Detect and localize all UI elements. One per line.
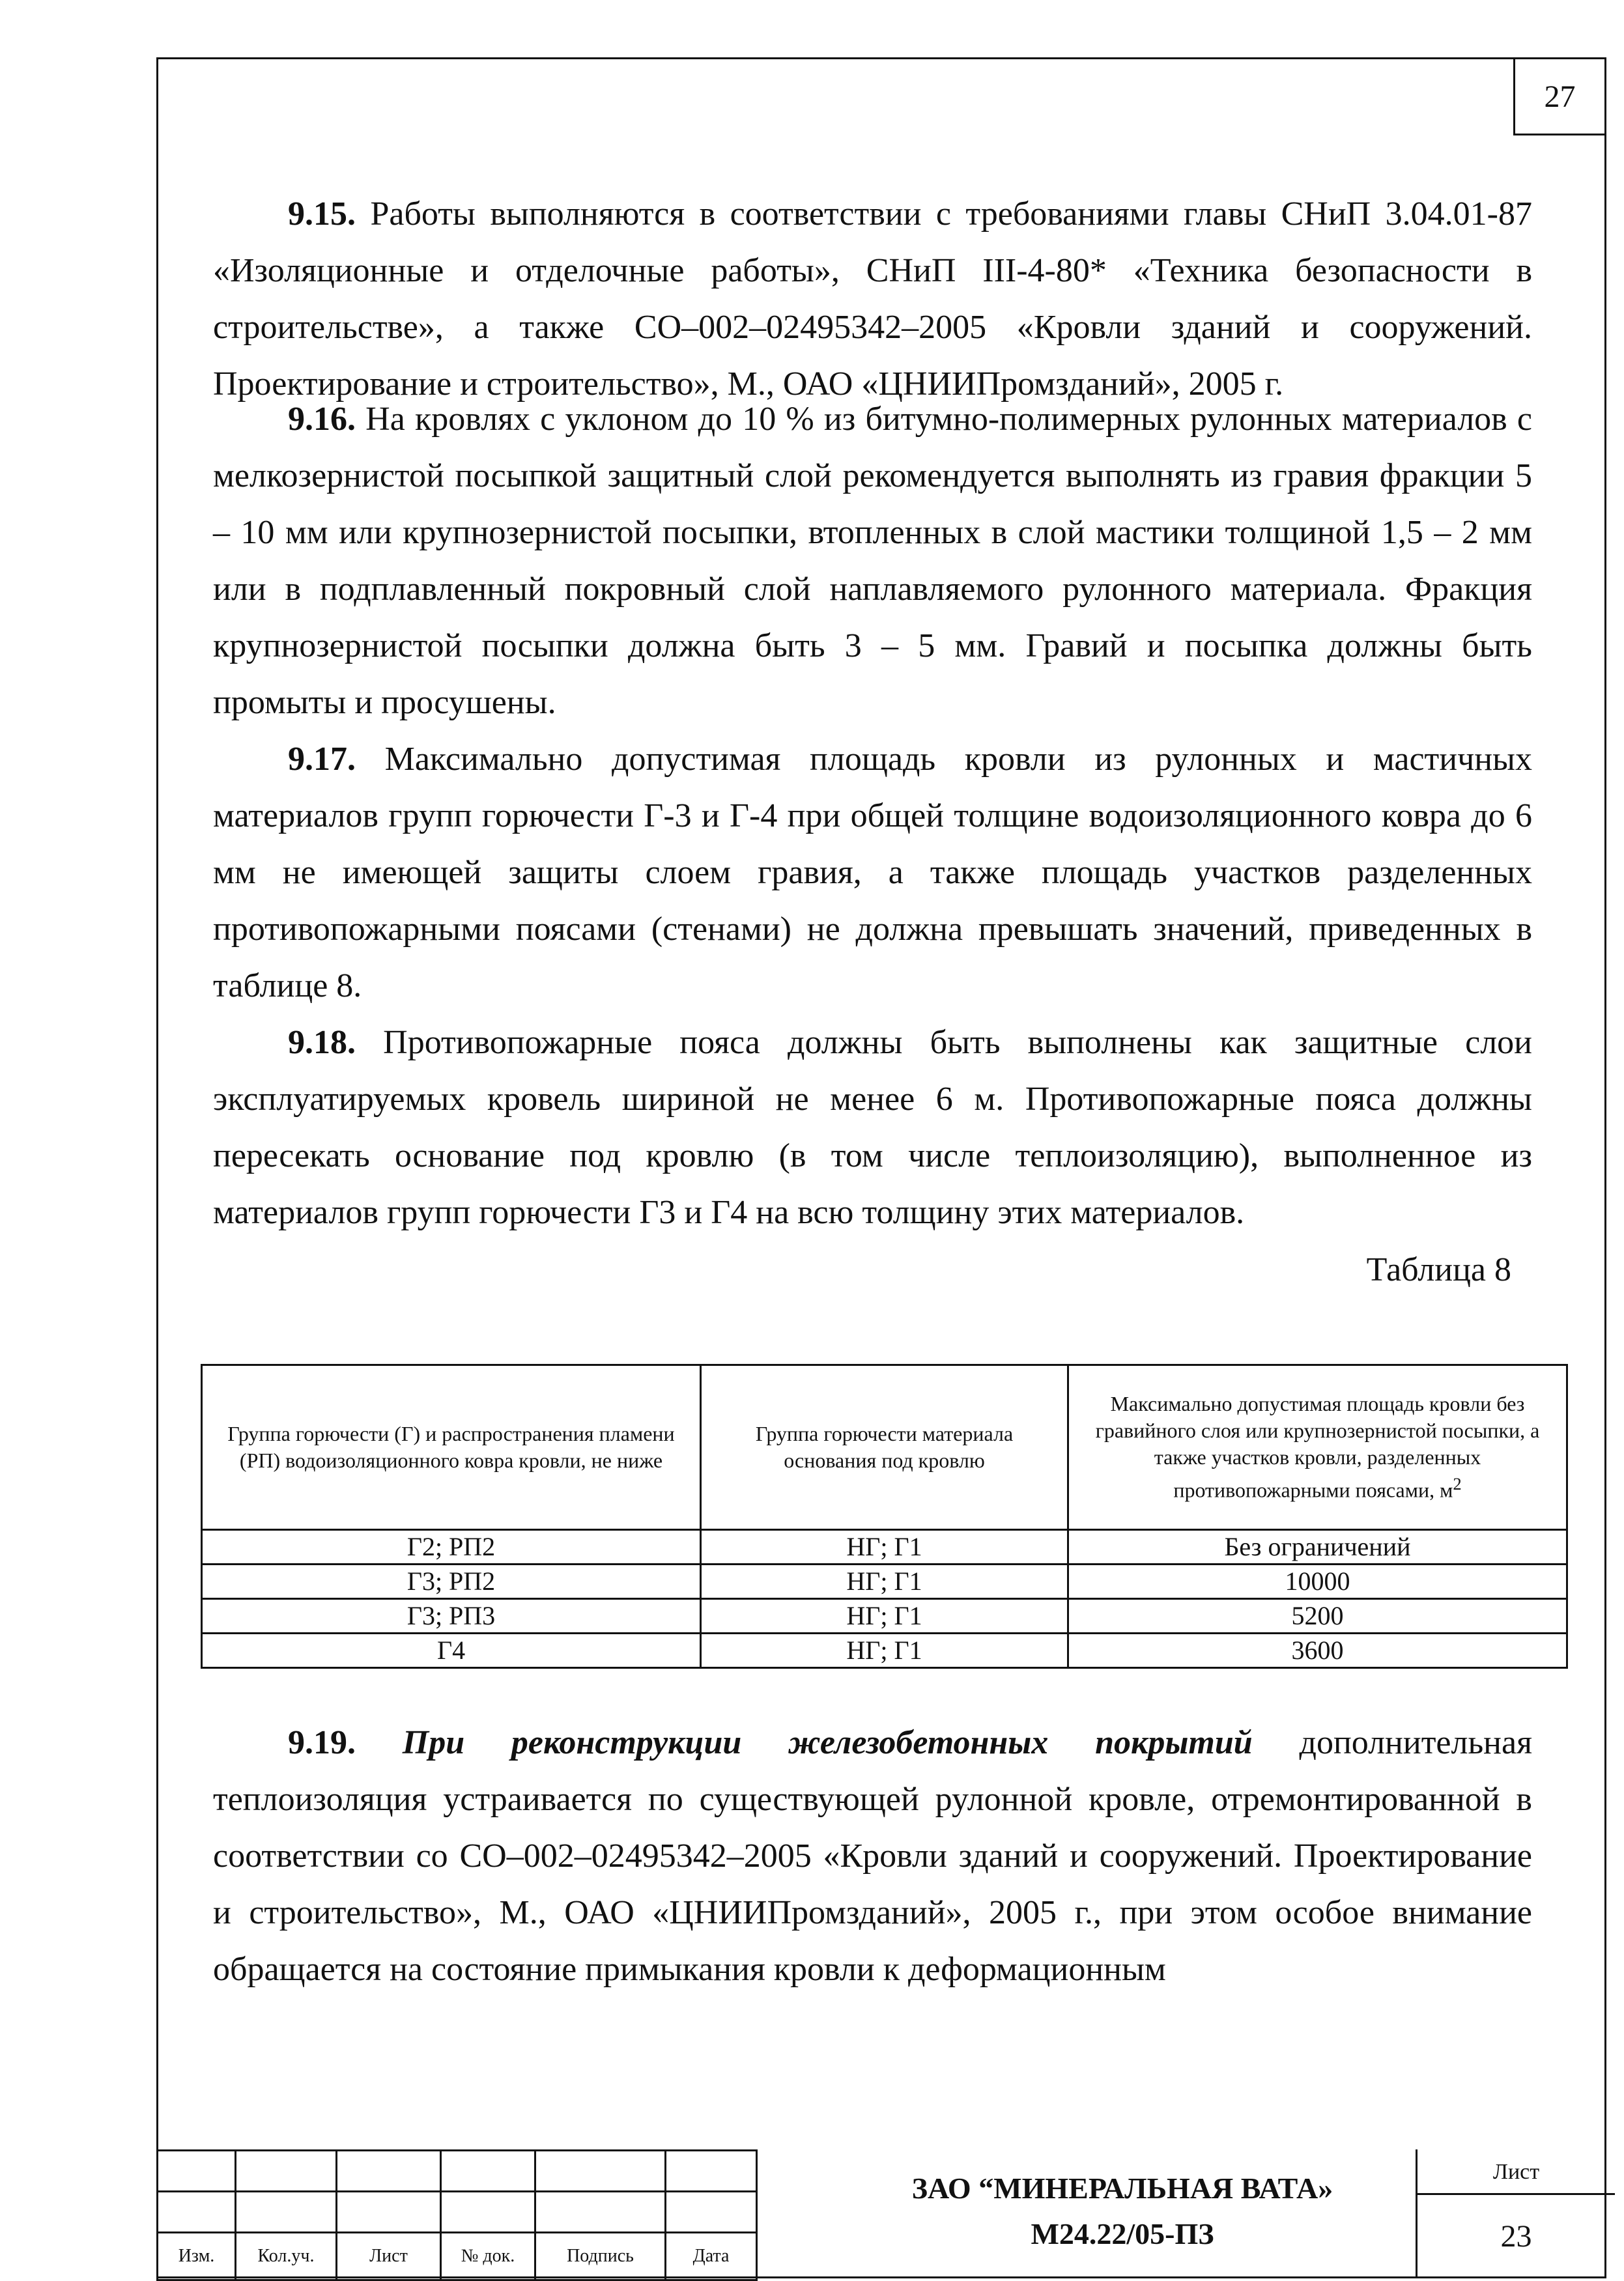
document-code: М24.22/05-ПЗ	[1031, 2217, 1214, 2250]
clause-number: 9.16.	[288, 401, 356, 438]
label-signature: Подпись	[535, 2233, 666, 2280]
clause-text: Максимально допустимая площадь кровли из рулонных и мастичных материалов групп горючести Г-3 и Г-4 при общей толщине водоизоляционного ковра до 6 мм не имеющей защиты слоем гравия, а также площадь участков разделенных противопожарными поясами (стенами) не должна превышать значений, приведенных в таблице 8.	[213, 741, 1532, 1004]
table-row	[202, 1530, 1567, 1565]
table-cell: Г2; РП2	[202, 1530, 701, 1565]
clause-number: 9.17.	[288, 741, 356, 778]
header-max-area-unit-sup: 2	[1453, 1474, 1462, 1494]
table-cell: Г3; РП3	[202, 1599, 701, 1634]
clause-9-15	[213, 186, 1532, 412]
table-cell: 5200	[1068, 1599, 1567, 1634]
company-name: ЗАО “МИНЕРАЛЬНАЯ ВАТА»	[911, 2172, 1333, 2205]
page-number: 27	[1513, 57, 1606, 135]
table-cell: НГ; Г1	[701, 1530, 1068, 1565]
table-cell: Г3; РП2	[202, 1565, 701, 1599]
clause-number: 9.18.	[288, 1024, 356, 1061]
label-date: Дата	[666, 2233, 757, 2280]
sheet-number: 23	[1500, 2219, 1532, 2254]
clause-9-19	[213, 1714, 1532, 1998]
clause-emphasis: При реконструкции железобетонных покрытий	[402, 1724, 1253, 1761]
table-header-row	[202, 1365, 1567, 1530]
table-cell: НГ; Г1	[701, 1599, 1068, 1634]
clause-text: На кровлях с уклоном до 10 % из битумно-полимерных рулонных материалов с мелкозернистой посыпкой защитный слой рекомендуется выполнять из гравия фракции 5 – 10 мм или крупнозернистой посыпки, втопленных в слой мастики толщиной 1,5 – 2 мм или в подплавленный покровный слой наплавляемого рулонного материала. Фракция крупнозернистой посыпки должна быть 3 – 5 мм. Гравий и посыпка должны быть промыты и просушены.	[213, 401, 1532, 721]
title-block	[156, 2149, 1606, 2278]
revision-grid	[156, 2149, 758, 2281]
header-max-area	[1068, 1365, 1567, 1530]
label-change: Изм.	[158, 2233, 236, 2280]
table-caption: Таблица 8	[1366, 1251, 1511, 1288]
sheet-label: Лист	[1417, 2149, 1615, 2195]
clause-text: дополнительная теплоизоляция устраивается по существующей рулонной кровле, отремонтированной в соответствии со СО–002–02495342–2005 «Кровли зданий и сооружений. Проектирование и строительство», М., ОАО «ЦНИИПромзданий», 2005 г., при этом особое внимание обращается на состояние примыкания кровли к деформационным	[213, 1724, 1532, 1988]
label-qty: Кол.уч.	[236, 2233, 337, 2280]
header-combustibility-group: Группа горючести (Г) и распространения пламени (РП) водоизоляционного ковра кровли, не ниже	[202, 1365, 701, 1530]
table-cell: НГ; Г1	[701, 1565, 1068, 1599]
table-cell: 10000	[1068, 1565, 1567, 1599]
table-cell: Без ограничений	[1068, 1530, 1567, 1565]
title-block-main	[756, 2149, 1613, 2278]
clause-number: 9.19.	[288, 1724, 356, 1761]
label-doc-no: № док.	[441, 2233, 535, 2280]
fire-safety-table	[201, 1364, 1568, 1669]
table-row	[202, 1634, 1567, 1668]
table-row	[202, 1565, 1567, 1599]
clause-9-16	[213, 391, 1532, 731]
table-cell: НГ; Г1	[701, 1634, 1068, 1668]
header-base-material-group: Группа горючести материала основания под кровлю	[701, 1365, 1068, 1530]
table-cell: 3600	[1068, 1634, 1567, 1668]
header-max-area-text: Максимально допустимая площадь кровли без гравийного слоя или крупнозернистой посыпки, а также участков кровли, разделенных противопожарными поясами, м	[1095, 1392, 1540, 1502]
clause-text: Работы выполняются в соответствии с требованиями главы СНиП 3.04.01-87 «Изоляционные и отделочные работы», СНиП III-4-80* «Техника безопасности в строительстве», а также СО–002–02495342–2005 «Кровли зданий и сооружений. Проектирование и строительство», М., ОАО «ЦНИИПромзданий», 2005 г.	[213, 195, 1532, 403]
label-sheet: Лист	[337, 2233, 441, 2280]
sheet-box	[1416, 2149, 1615, 2278]
table-row	[202, 1599, 1567, 1634]
clause-text: Противопожарные пояса должны быть выполнены как защитные слои эксплуатируемых кровель шириной не менее 6 м. Противопожарные пояса должны пересекать основание под кровлю (в том числе теплоизоляцию), выполненное из материалов групп горючести Г3 и Г4 на всю толщину этих материалов.	[213, 1024, 1532, 1231]
clause-9-17	[213, 731, 1532, 1014]
clause-9-18	[213, 1014, 1532, 1241]
table-cell: Г4	[202, 1634, 701, 1668]
clause-number: 9.15.	[288, 195, 356, 233]
